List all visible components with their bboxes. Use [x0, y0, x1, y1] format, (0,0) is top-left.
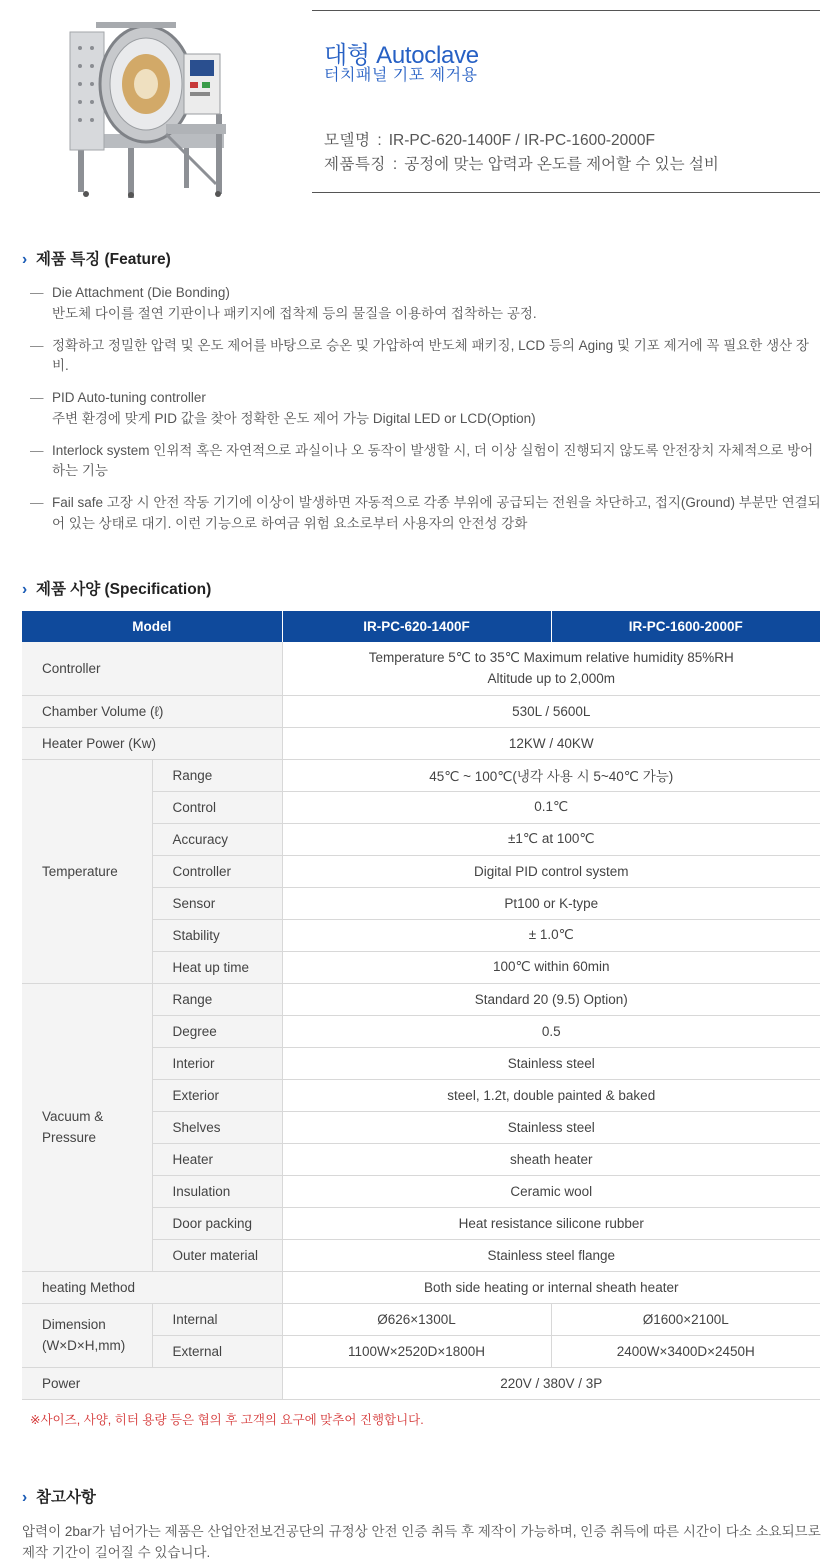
feature-summary-value: 공정에 맞는 압력과 온도를 제어할 수 있는 설비: [404, 156, 719, 173]
row-value: Stainless steel flange: [282, 1239, 820, 1271]
sub-label: Accuracy: [152, 823, 282, 855]
feature-item: [30, 336, 822, 377]
spec-heading: [22, 577, 211, 599]
row-value: 0.5: [282, 1015, 820, 1047]
model-label: 모델명: [324, 132, 371, 149]
feature-summary-line: [324, 152, 719, 174]
row-value-line2: Altitude up to 2,000m: [487, 671, 616, 687]
row-value: 1100W×2520D×1800H: [282, 1335, 551, 1367]
group-label-temperature: Temperature: [22, 759, 152, 983]
model-separator: :: [377, 132, 382, 149]
feature-summary-separator: :: [392, 156, 398, 173]
dash-icon: —: [30, 495, 44, 510]
reference-text: 압력이 2bar가 넘어가는 제품은 산업안전보건공단의 규정상 안전 인증 취득 후 제작이 가능하며, 인증 취득에 따른 시간이 다소 소요되므로 제작 기간이 길어질 수 있습니다.: [22, 1524, 821, 1560]
spec-note: ※사이즈, 사양, 히터 용량 등은 협의 후 고객의 요구에 맞추어 진행합니다.: [30, 1413, 424, 1427]
row-value: ±1℃ at 100℃: [282, 823, 820, 855]
table-row: [22, 695, 820, 727]
group-label-dimension: [22, 1303, 152, 1367]
table-row: [22, 759, 820, 791]
model-line: [324, 128, 655, 150]
sub-label: Heater: [152, 1143, 282, 1175]
reference-heading-text: 참고사항: [36, 1489, 96, 1506]
sub-label: Insulation: [152, 1175, 282, 1207]
group-label-line2: (W×D×H,mm): [42, 1338, 126, 1353]
sub-label: Heat up time: [152, 951, 282, 983]
feature-item: [30, 388, 822, 429]
dash-icon: —: [30, 285, 44, 300]
sub-label: Outer material: [152, 1239, 282, 1271]
row-value: 0.1℃: [282, 791, 820, 823]
row-value: 530L / 5600L: [282, 695, 820, 727]
row-value: [282, 642, 820, 695]
column-header-model-1: IR-PC-620-1400F: [282, 611, 551, 642]
sub-label: External: [152, 1335, 282, 1367]
table-row: [22, 983, 820, 1015]
row-label: Chamber Volume (ℓ): [22, 695, 282, 727]
sub-label: Internal: [152, 1303, 282, 1335]
row-label: Power: [22, 1367, 282, 1399]
spec-table: [22, 611, 820, 1400]
sub-label: Door packing: [152, 1207, 282, 1239]
row-value: 12KW / 40KW: [282, 727, 820, 759]
group-label-line2: Pressure: [42, 1130, 97, 1145]
sub-label: Control: [152, 791, 282, 823]
group-label-line1: Dimension: [42, 1317, 106, 1332]
sub-label: Stability: [152, 919, 282, 951]
row-value: Standard 20 (9.5) Option): [282, 983, 820, 1015]
feature-item-line2: 주변 환경에 맞게 PID 값을 찾아 정확한 온도 제어 가능 Digital LED or LCD(Option): [52, 410, 536, 426]
sub-label: Degree: [152, 1015, 282, 1047]
sub-label: Range: [152, 983, 282, 1015]
table-row: [22, 642, 820, 695]
feature-item-line2: 반도체 다이를 절연 기판이나 패키지에 접착제 등의 물질을 이용하여 접착하는 공정.: [52, 305, 537, 321]
chevron-right-icon: ›: [22, 1489, 28, 1506]
sub-label: Shelves: [152, 1111, 282, 1143]
row-value: Ø626×1300L: [282, 1303, 551, 1335]
dash-icon: —: [30, 442, 44, 458]
feature-item: [30, 493, 822, 534]
chevron-right-icon: ›: [22, 581, 28, 598]
row-value: Ceramic wool: [282, 1175, 820, 1207]
row-value: Ø1600×2100L: [551, 1303, 820, 1335]
dash-icon: —: [30, 390, 44, 405]
row-label: Heater Power (Kw): [22, 727, 282, 759]
sub-label: Exterior: [152, 1079, 282, 1111]
feature-item: [30, 441, 822, 482]
product-image: [66, 14, 244, 198]
row-value: 220V / 380V / 3P: [282, 1367, 820, 1399]
feature-item: [30, 283, 822, 324]
row-value: Stainless steel: [282, 1111, 820, 1143]
row-value: 100℃ within 60min: [282, 951, 820, 983]
row-label: heating Method: [22, 1271, 282, 1303]
row-value: steel, 1.2t, double painted & baked: [282, 1079, 820, 1111]
column-header-model-2: IR-PC-1600-2000F: [551, 611, 820, 642]
spec-table-header: [22, 611, 820, 642]
table-row: [22, 1367, 820, 1399]
spec-heading-text: 제품 사양 (Specification): [36, 581, 212, 598]
dash-icon: —: [30, 337, 44, 353]
row-value: Digital PID control system: [282, 855, 820, 887]
feature-item-line1: Interlock system 인위적 혹은 자연적으로 과실이나 오 동작이 발생할 시, 더 이상 실험이 진행되지 않도록 안전장치 자체적으로 방어하는 기능: [52, 442, 814, 478]
row-value: Pt100 or K-type: [282, 887, 820, 919]
sub-label: Controller: [152, 855, 282, 887]
row-value: Heat resistance silicone rubber: [282, 1207, 820, 1239]
table-row: [22, 1303, 820, 1335]
row-value: Stainless steel: [282, 1047, 820, 1079]
table-row: [22, 1271, 820, 1303]
row-value-line1: Temperature 5℃ to 35℃ Maximum relative humidity 85%RH: [368, 650, 734, 666]
model-value: IR-PC-620-1400F / IR-PC-1600-2000F: [388, 132, 655, 149]
group-label-line1: Vacuum &: [42, 1109, 104, 1124]
sub-label: Interior: [152, 1047, 282, 1079]
table-row: [22, 727, 820, 759]
row-value: Both side heating or internal sheath heater: [282, 1271, 820, 1303]
sub-label: Sensor: [152, 887, 282, 919]
product-title: 대형 Autoclave: [324, 42, 479, 69]
feature-item-line1: Die Attachment (Die Bonding): [52, 285, 230, 300]
row-value: sheath heater: [282, 1143, 820, 1175]
group-label-vacuum: [22, 983, 152, 1271]
sub-label: Range: [152, 759, 282, 791]
chevron-right-icon: ›: [22, 251, 28, 268]
feature-summary-label: 제품특징: [324, 156, 386, 173]
row-label: Controller: [22, 642, 282, 695]
feature-heading: [22, 247, 171, 269]
product-header: [312, 10, 820, 193]
row-value: ± 1.0℃: [282, 919, 820, 951]
reference-heading: [22, 1485, 96, 1507]
product-subtitle: 터치패널 기포 제거용: [324, 67, 478, 84]
feature-item-line1: 정확하고 정밀한 압력 및 온도 제어를 바탕으로 승온 및 가압하여 반도체 패키징, LCD 등의 Aging 및 기포 제거에 꼭 필요한 생산 장비.: [52, 337, 809, 373]
feature-list: [30, 283, 822, 546]
feature-item-line1: PID Auto-tuning controller: [52, 390, 206, 405]
feature-item-line1: Fail safe 고장 시 안전 작동 기기에 이상이 발생하면 자동적으로 각종 부위에 공급되는 전원을 차단하고, 접지(Ground) 부분만 연결되어 있는 상태로 대기. 이런 기능으로 하여금 위험 요소로부터 사용자의 안전성 강화: [52, 495, 821, 531]
column-header-model: Model: [22, 611, 282, 642]
feature-heading-text: 제품 특징 (Feature): [36, 251, 171, 268]
row-value: 2400W×3400D×2450H: [551, 1335, 820, 1367]
row-value: 45℃ ~ 100℃(냉각 사용 시 5~40℃ 가능): [282, 759, 820, 791]
